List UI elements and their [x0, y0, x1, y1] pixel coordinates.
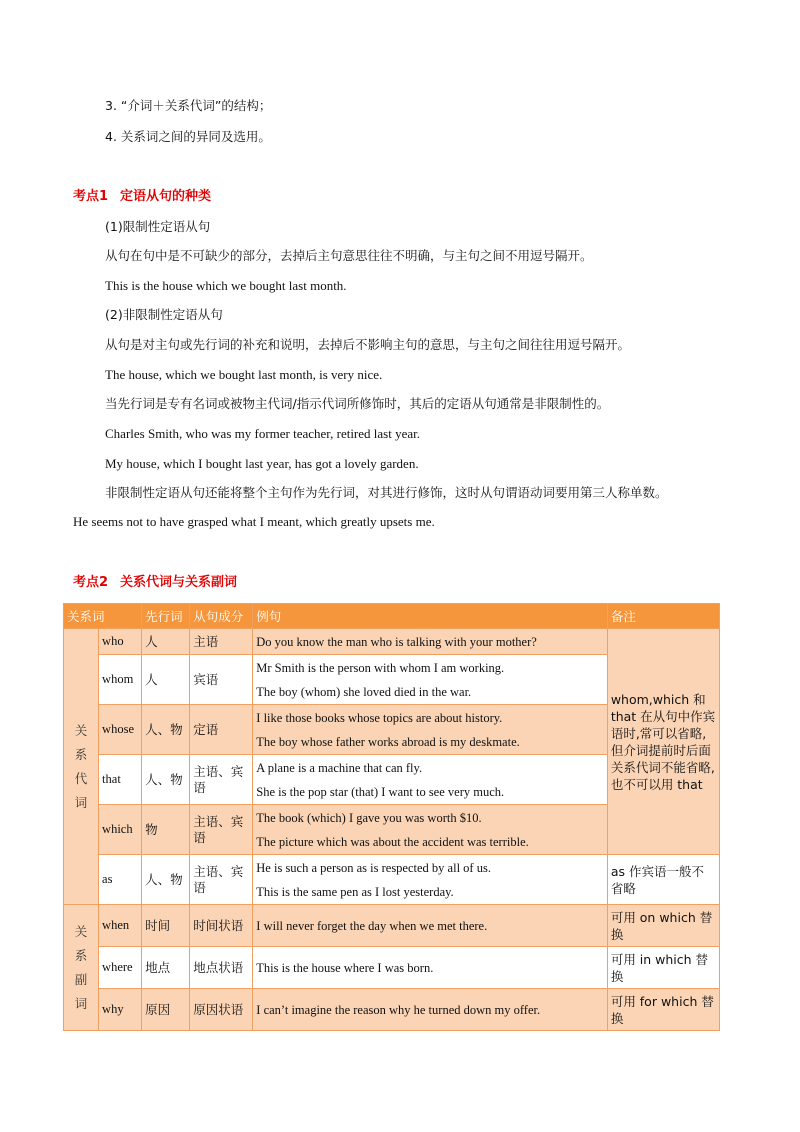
example-sentence: The picture which was about the accident was terrible.: [256, 834, 529, 849]
why-note: 可用 for which 替换: [607, 989, 719, 1031]
section-1-heading: [73, 188, 211, 206]
antecedent: 时间: [142, 905, 190, 947]
rel-word: that: [99, 755, 142, 805]
example-sentence: I can’t imagine the reason why he turned down my offer.: [256, 1002, 541, 1017]
example-sentence: The book (which) I gave you was worth $10.: [256, 810, 482, 825]
when-note: 可用 on which 替换: [607, 905, 719, 947]
table-row: [64, 989, 720, 1031]
header-note: 备注: [607, 604, 719, 629]
clause-role: 主语、宾语: [190, 855, 253, 905]
as-note: as 作宾语一般不省略: [607, 855, 719, 905]
antecedent: 人、物: [142, 705, 190, 755]
example-cell: [253, 755, 608, 805]
clause-role: 宾语: [190, 655, 253, 705]
example-cell: [253, 629, 608, 655]
restrictive-description: 从句在句中是不可缺少的部分，去掉后主句意思往往不明确，与主句之间不用逗号隔开。: [105, 248, 593, 263]
table-row: [64, 855, 720, 905]
example-cell: [253, 989, 608, 1031]
example-sentence: This is the same pen as I lost yesterday.: [256, 884, 454, 899]
section-2-number: 考点2: [73, 575, 109, 590]
antecedent: 人: [142, 629, 190, 655]
intro-item-4: 4. 关系词之间的异同及选用。: [105, 129, 271, 144]
header-example: 例句: [253, 604, 608, 629]
antecedent: 人、物: [142, 855, 190, 905]
example-sentence: I like those books whose topics are about history.: [256, 710, 503, 725]
pronoun-omission-note: whom,which 和 that 在从句中作宾语时,常可以省略,但介词提前时后面关系代词不能省略,也不可以用 that: [607, 629, 719, 855]
table-row: [64, 947, 720, 989]
example-sentence: He is such a person as is respected by all of us.: [256, 860, 491, 875]
rel-word: whose: [99, 705, 142, 755]
restrictive-title: (1)限制性定语从句: [105, 219, 211, 234]
group-pronoun-label: 关系代词: [74, 722, 88, 810]
section-2-title: 关系代词与关系副词: [120, 575, 238, 590]
rel-word: which: [99, 805, 142, 855]
example-cell: [253, 655, 608, 705]
example-sentence: A plane is a machine that can fly.: [256, 760, 423, 775]
header-antecedent: 先行词: [142, 604, 190, 629]
example-sentence: Do you know the man who is talking with your mother?: [256, 634, 537, 649]
clause-role: 地点状语: [190, 947, 253, 989]
antecedent: 物: [142, 805, 190, 855]
group-adverb-label: 关系副词: [74, 923, 88, 1011]
rel-word: where: [99, 947, 142, 989]
clause-role: 主语、宾语: [190, 805, 253, 855]
example-he-seems: He seems not to have grasped what I meant, which greatly upsets me.: [73, 514, 435, 529]
clause-role: 主语: [190, 629, 253, 655]
proper-noun-note: 当先行词是专有名词或被物主代词/指示代词所修饰时，其后的定语从句通常是非限制性的。: [105, 396, 610, 411]
example-cell: [253, 905, 608, 947]
example-my-house: My house, which I bought last year, has got a lovely garden.: [105, 456, 419, 471]
section-1-title: 定语从句的种类: [120, 189, 212, 204]
rel-word: who: [99, 629, 142, 655]
group-relative-adverb: [64, 905, 99, 1031]
example-cell: [253, 705, 608, 755]
rel-word: whom: [99, 655, 142, 705]
example-sentence: I will never forget the day when we met there.: [256, 918, 488, 933]
example-sentence: Mr Smith is the person with whom I am working.: [256, 660, 505, 675]
rel-word: when: [99, 905, 142, 947]
table-header-row: [64, 604, 720, 629]
example-cell: [253, 947, 608, 989]
antecedent: 原因: [142, 989, 190, 1031]
header-clause-role: 从句成分: [190, 604, 253, 629]
example-cell: [253, 805, 608, 855]
table-row: [64, 905, 720, 947]
antecedent: 人、物: [142, 755, 190, 805]
example-sentence: The boy whose father works abroad is my deskmate.: [256, 734, 520, 749]
example-cell: [253, 855, 608, 905]
rel-word: why: [99, 989, 142, 1031]
where-note: 可用 in which 替换: [607, 947, 719, 989]
nonrestrictive-example: The house, which we bought last month, is very nice.: [105, 367, 383, 382]
relative-words-table: [63, 603, 720, 1031]
example-sentence: The boy (whom) she loved died in the war.: [256, 684, 472, 699]
intro-item-3: 3. “介词＋关系代词”的结构；: [105, 98, 272, 113]
antecedent: 地点: [142, 947, 190, 989]
rel-word: as: [99, 855, 142, 905]
nonrestrictive-title: (2)非限制性定语从句: [105, 307, 223, 322]
section-1-number: 考点1: [73, 189, 109, 204]
antecedent: 人: [142, 655, 190, 705]
clause-role: 定语: [190, 705, 253, 755]
restrictive-example: This is the house which we bought last month.: [105, 278, 347, 293]
group-relative-pronoun: [64, 629, 99, 905]
example-charles-smith: Charles Smith, who was my former teacher, retired last year.: [105, 426, 420, 441]
whole-clause-note: 非限制性定语从句还能将整个主句作为先行词，对其进行修饰，这时从句谓语动词要用第三人称单数。: [105, 485, 668, 500]
table-row: [64, 629, 720, 655]
clause-role: 时间状语: [190, 905, 253, 947]
clause-role: 原因状语: [190, 989, 253, 1031]
example-sentence: This is the house where I was born.: [256, 960, 434, 975]
nonrestrictive-description: 从句是对主句或先行词的补充和说明，去掉后不影响主句的意思，与主句之间往往用逗号隔开。: [105, 337, 631, 352]
section-2-heading: [73, 574, 237, 592]
header-relative-word: 关系词: [64, 604, 142, 629]
clause-role: 主语、宾语: [190, 755, 253, 805]
example-sentence: She is the pop star (that) I want to see very much.: [256, 784, 505, 799]
